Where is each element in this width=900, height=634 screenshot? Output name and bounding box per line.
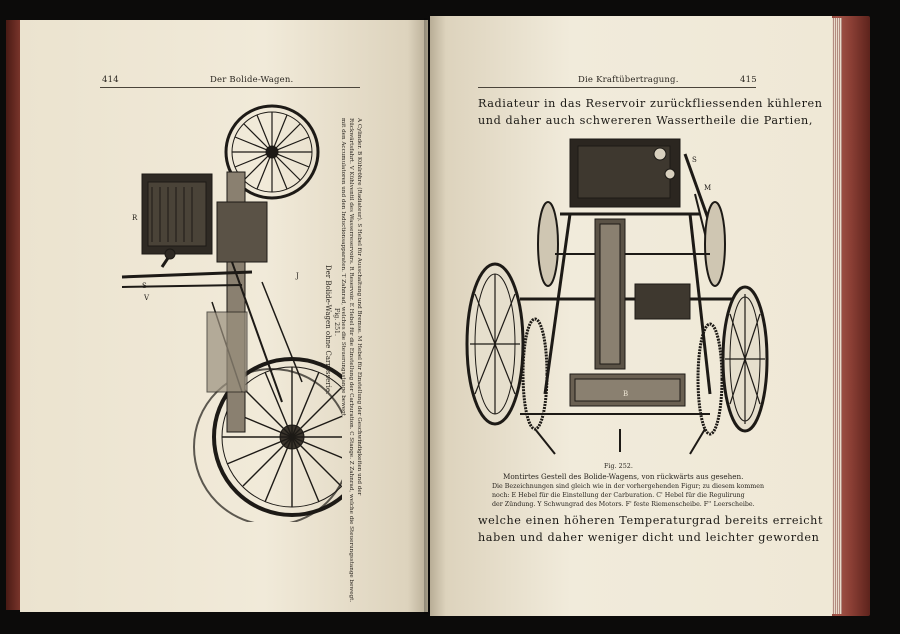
figure-251-label: Fig. 251. — [333, 308, 340, 336]
right-page-number: 415 — [740, 75, 757, 85]
figure-252-legend-line-3: der Zündung. Y Schwungrad des Motors. F' feste Riemenscheibe. F'' Leerscheibe. — [492, 501, 755, 508]
figure-252-title: Montirtes Gestell des Bolide-Wagens, von rückwärts aus gesehen. — [503, 472, 744, 481]
body-text-top-line-1: Radiateur in das Reservoir zurückfliessenden kühleren — [478, 97, 823, 110]
body-text-bottom-line-1: welche einen höheren Temperaturgrad bereits erreicht — [478, 514, 824, 527]
figure-251-legend-line-3: mit den Accumulatoren und den Inductionsapparaten. T Zahnrad, welches die Steuerungsstange bewegt. — [340, 118, 346, 418]
figure-251-letter-v: V — [144, 294, 150, 302]
figure-252-legend-line-1: Die Bezeichnungen sind gleich wie in der vorhergehenden Figur; zu diesem kommen — [492, 483, 765, 490]
figure-252-label: Fig. 252. — [604, 462, 633, 470]
figure-251-illustration — [112, 102, 342, 522]
figure-251-legend-line-1: A Cylinder. B Kühlröhre (Radiateur). S Hebel für Ausschaltung und Bremse. M Hebel für Einstellung der Geschwindigkeiten und der — [356, 118, 362, 496]
left-header-rule — [100, 87, 360, 88]
body-text-top-line-2: und daher auch schwereren Wassertheile die Partien, — [478, 114, 814, 127]
left-page-number: 414 — [102, 75, 119, 85]
figure-252-letter-s: S — [692, 156, 697, 164]
figure-252-illustration — [460, 134, 770, 469]
right-running-head: Die Kraftübertragung. — [578, 75, 679, 85]
figure-252-letter-b: B — [623, 390, 629, 398]
figure-252-letter-m: M — [704, 184, 712, 192]
figure-251-letter-j: J — [296, 272, 299, 280]
body-text-bottom-line-2: haben und daher weniger dicht und leichter geworden — [478, 531, 820, 544]
figure-252-legend-line-2: noch: E Hebel für die Einstellung der Carburation. C' Hebel für die Regulirung — [492, 492, 745, 499]
figure-251-title: Der Bolide-Wagen ohne Carrosserie. — [324, 265, 332, 395]
left-page — [20, 20, 428, 612]
left-running-head: Der Bolide-Wagen. — [210, 75, 294, 85]
figure-251-letter-r: R — [132, 214, 138, 222]
right-header-rule — [478, 87, 756, 88]
figure-251-letter-s: S — [142, 282, 147, 290]
right-page — [430, 16, 832, 616]
figure-251-legend-line-2: Rückwärtsfahrt. V Kühlventil des Wasserreservoirs. R Reservoir. E Hebel für die Einstellung der Carburation. C Stange. Z Zahnrad, welche die Steuerungsstange bewegt. — [348, 118, 354, 603]
page-edges — [832, 18, 842, 614]
